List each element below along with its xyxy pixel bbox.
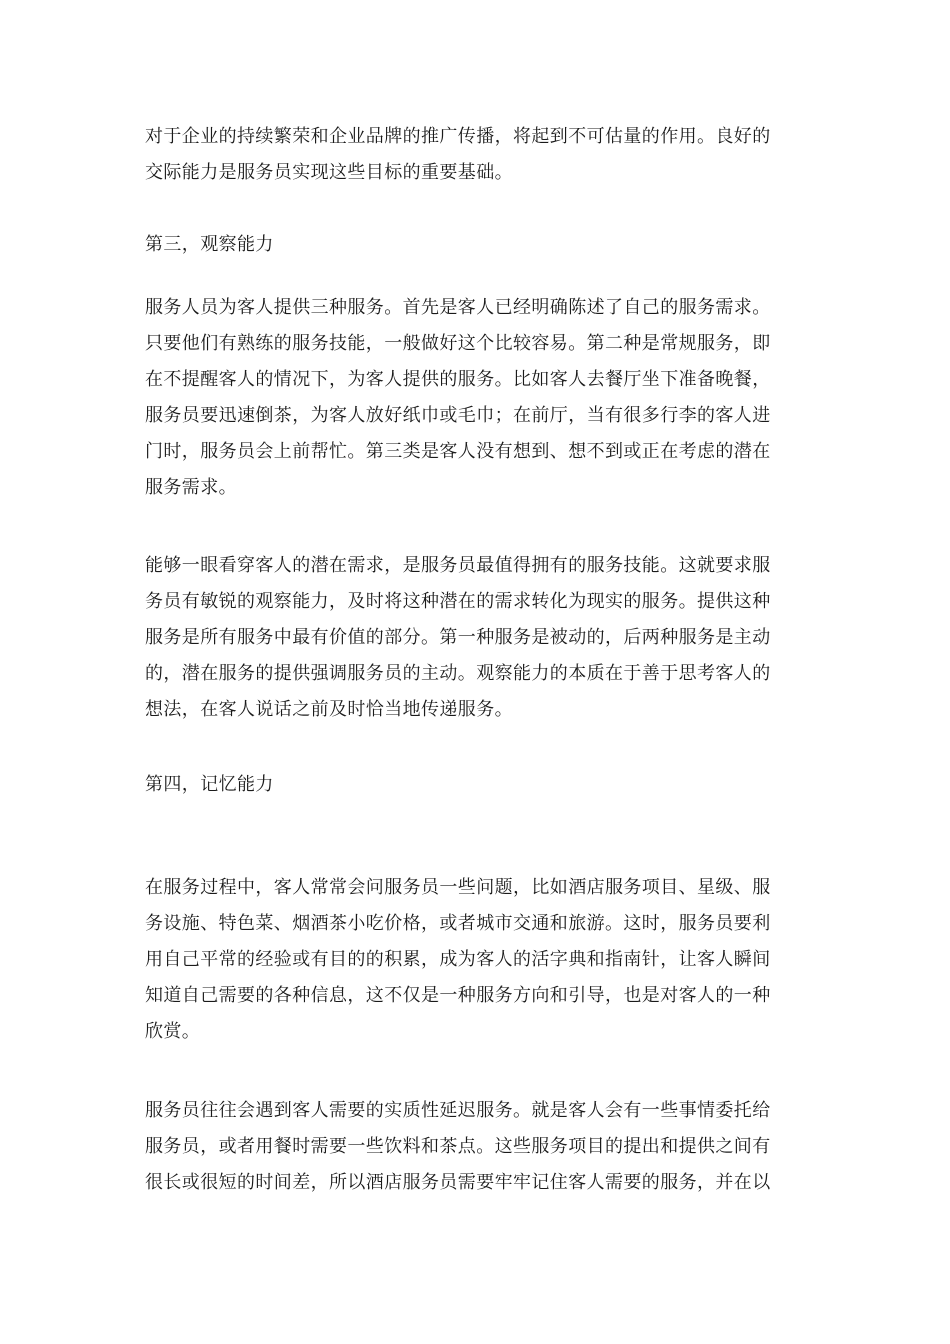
text-line: 只要他们有熟练的服务技能，一般做好这个比较容易。第二种是常规服务，即 xyxy=(145,333,771,354)
text-line: 门时，服务员会上前帮忙。第三类是客人没有想到、想不到或正在考虑的潜在 xyxy=(145,441,771,462)
text-line: 的，潜在服务的提供强调服务员的主动。观察能力的本质在于善于思考客人的 xyxy=(145,663,771,684)
text-line: 服务员要迅速倒茶，为客人放好纸巾或毛巾；在前厅，当有很多行李的客人进 xyxy=(145,405,771,426)
text-line: 务设施、特色菜、烟酒茶小吃价格，或者城市交通和旅游。这时，服务员要利 xyxy=(145,913,771,934)
section-heading-memory xyxy=(145,767,805,803)
text-line: 在服务过程中，客人常常会问服务员一些问题，比如酒店服务项目、星级、服 xyxy=(145,877,771,898)
paragraph-three-services xyxy=(145,290,805,506)
heading-text: 第三，观察能力 xyxy=(145,234,274,255)
text-line: 服务员，或者用餐时需要一些饮料和茶点。这些服务项目的提出和提供之间有 xyxy=(145,1136,771,1157)
text-line: 服务人员为客人提供三种服务。首先是客人已经明确陈述了自己的服务需求。 xyxy=(145,297,771,318)
text-line: 对于企业的持续繁荣和企业品牌的推广传播，将起到不可估量的作用。良好的 xyxy=(145,126,771,147)
text-line: 知道自己需要的各种信息，这不仅是一种服务方向和引导，也是对客人的一种 xyxy=(145,985,771,1006)
text-line: 务员有敏锐的观察能力，及时将这种潜在的需求转化为现实的服务。提供这种 xyxy=(145,591,771,612)
paragraph-potential-needs xyxy=(145,548,805,728)
paragraph-interpersonal-conclusion xyxy=(145,119,805,191)
paragraph-guest-questions xyxy=(145,870,805,1050)
text-line: 欣赏。 xyxy=(145,1021,201,1042)
text-line: 能够一眼看穿客人的潜在需求，是服务员最值得拥有的服务技能。这就要求服 xyxy=(145,555,771,576)
text-line: 服务员往往会遇到客人需要的实质性延迟服务。就是客人会有一些事情委托给 xyxy=(145,1100,771,1121)
text-line: 服务需求。 xyxy=(145,477,237,498)
paragraph-delayed-service xyxy=(145,1093,805,1201)
text-line: 用自己平常的经验或有目的的积累，成为客人的活字典和指南针，让客人瞬间 xyxy=(145,949,771,970)
section-heading-observation xyxy=(145,227,805,263)
text-line: 很长或很短的时间差，所以酒店服务员需要牢牢记住客人需要的服务，并在以 xyxy=(145,1172,771,1193)
heading-text: 第四，记忆能力 xyxy=(145,774,274,795)
text-line: 交际能力是服务员实现这些目标的重要基础。 xyxy=(145,162,513,183)
text-line: 在不提醒客人的情况下，为客人提供的服务。比如客人去餐厅坐下准备晚餐， xyxy=(145,369,771,390)
text-line: 想法，在客人说话之前及时恰当地传递服务。 xyxy=(145,699,513,720)
text-line: 服务是所有服务中最有价值的部分。第一种服务是被动的，后两种服务是主动 xyxy=(145,627,771,648)
